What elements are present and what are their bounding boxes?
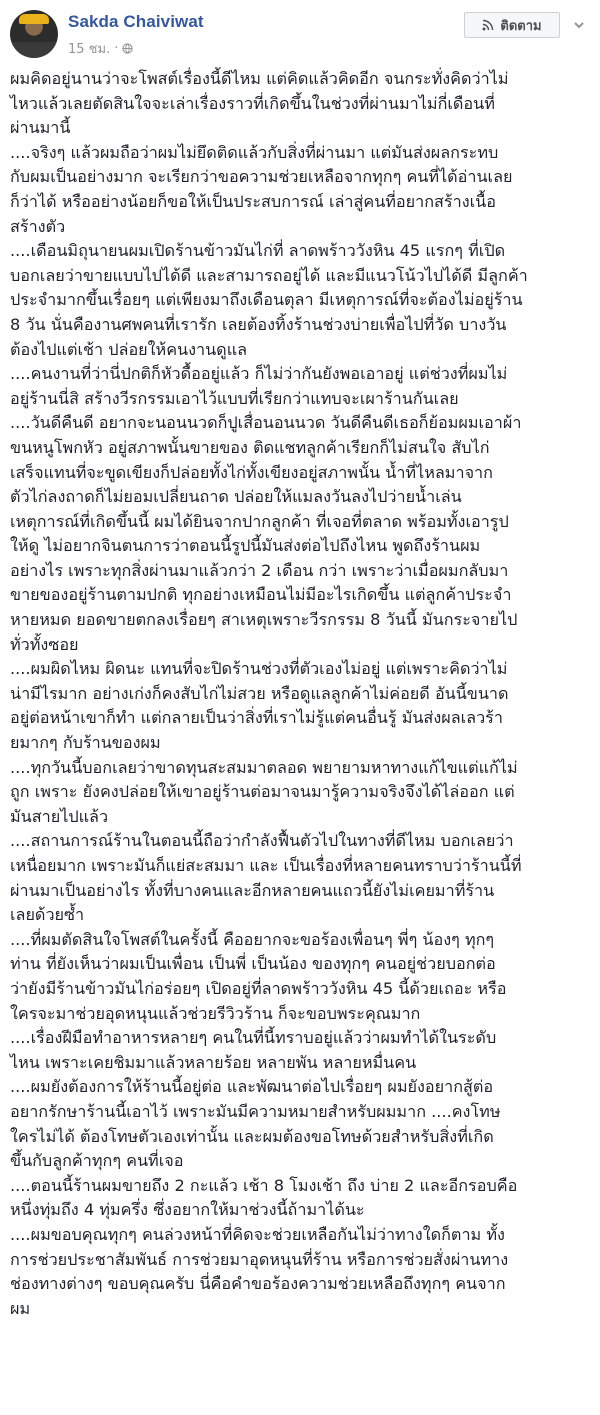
post-paragraph: ....ผมยังต้องการให้ร้านนี้อยู่ต่อ และพัฒนาต่อไปเรื่อยๆ ผมยังอยากสู้ต่อ อยากรักษาร้านนี้เอาไว้ เพราะมันมีความหมายสำหรับผมมาก ....คงโทษ ใครไม่ได้ ต้องโทษตัวเองเท่านั้น และผมต้องขอโทษด้วยสำหรับสิ่งที่เกิด ขึ้นกับลูกค้าทุกๆ คนที่เจอ (10, 1077, 501, 1171)
post-header (10, 10, 590, 62)
post-paragraph: ....ผมขอบคุณทุกๆ คนล่วงหน้าที่คิดจะช่วยเหลือกันไม่ว่าทางใดก็ตาม ทั้ง การช่วยประชาสัมพันธ์ การช่วยมาอุดหนุนที่ร้าน หรือการช่วยสั่งผ่านทาง ช่องทางต่างๆ ขอบคุณครับ นี่คือคำขอร้องความช่วยเหลือถึงทุกๆ คนจาก ผม (10, 1224, 509, 1318)
meta-separator: · (114, 41, 119, 56)
post-paragraph: ....เดือนมิถุนายนผมเปิดร้านข้าวมันไก่ที่ ลาดพร้าววังหิน 45 แรกๆ ที่เปิด บอกเลยว่าขายแบบไปได้ดี และสามารถอยู่ได้ และมีแนวโน้วไปได้ดี มีลูกค้า ประจำมากขึ้นเรื่อยๆ แต่เพียงมาถึงเดือนตุลา มีเหตุการณ์ที่จะต้องไม่อยู่ร้าน 8 วัน นั่นคืองานศพคนที่เรารัก เลยต้องทิ้งร้านช่วงบ่ายเพื่อไปที่วัด บางวัน ต้องไปแต่เช้า ปล่อยให้คนงานดูแล (10, 241, 528, 359)
avatar[interactable] (10, 10, 58, 58)
globe-icon[interactable] (122, 43, 133, 54)
post-paragraph: ....คนงานที่ว่านี่ปกติก็หัวดื้ออยู่แล้ว ก็ไม่ว่ากันยังพอเอาอยู่ แต่ช่วงที่ผมไม่ อยู่ร้านนี่สิ สร้างวีรกรรมเอาไว้แบบที่เรียกว่าแทบจะเผาร้านกันเลย (10, 364, 508, 408)
post-paragraph: ....วันดีคืนดี อยากจะนอนนวดก็ปูเสื่อนอนนวด วันดีคืนดีเธอก็ย้อมผมเอาผ้า ขนหนูโพกหัว อยู่สภาพนั้นขายของ ติดแชทลูกค้าเรียกก็ไม่สนใจ สับไก่ เสร็จแทนที่จะขูดเขียงก็ปล่อยทั้งไก่ทั้งเขียงอยู่สภาพนั้น น้ำที่ไหลมาจาก ตัวไก่ลงถาดก็ไม่ยอมเปลี่ยนถาด ปล่อยให้แมลงวันลงไปว่ายน้ำเล่น เหตุการณ์ที่เกิดขึ้นนี้ ผมได้ยินจากปากลูกค้า ที่เจอที่ตลาด พร้อมทั้งเอารูป ให้ดู ไม่อยากจินตนการว่าตอนนี้รูปนี้มันส่งต่อไปถึงไหน พูดถึงร้านผม อย่างไร เพราะทุกสิ่งผ่านมาแล้วกว่า 2 เดือน กว่า เพราะว่าเมื่อผมกลับมา ขายของอยู่ร้านตามปกติ ทุกอย่างเหมือนไม่มีอะไรเกิดขึ้น แต่ลูกค้าประจำ หายหมด ยอดขายตกลงเรื่อยๆ สาเหตุเพราะวีรกรรม 8 วันนี้ มันกระจายไป ทั่วทั้งซอย (10, 413, 522, 654)
post-paragraph: ผมคิดอยู่นานว่าจะโพสต์เรื่องนี้ดีไหม แต่คิดแล้วคิดอีก จนกระทั่งคิดว่าไม่ ไหวแล้วเลยตัดสินใจจะเล่าเรื่องราวที่เกิดขึ้นในช่วงที่ผ่านมาไม่กี่เดือนที่ ผ่านมานี้ (10, 69, 509, 138)
post-body (10, 67, 592, 1321)
post-timestamp[interactable]: 15 ชม. (68, 42, 111, 57)
follow-label: ติดตาม (500, 18, 542, 34)
post-paragraph: ....เรื่องฝีมือทำอาหารหลายๆ คนในที่นี้ทราบอยู่แล้วว่าผมทำได้ในระดับ ไหน เพราะเคยชิมมาแล้วหลายร้อย หลายพัน หลายหมื่นคน (10, 1028, 497, 1072)
post-paragraph: ....ตอนนี้ร้านผมขายถึง 2 กะแล้ว เช้า 8 โมงเช้า ถึง บ่าย 2 และอีกรอบคือ หนึ่งทุ่มถึง 4 ทุ่มครึ่ง ซึ่งอยากให้มาช่วงนี้ถ้ามาได้นะ (10, 1175, 518, 1220)
post-paragraph: ....จริงๆ แล้วผมถือว่าผมไม่ยึดติดแล้วกับสิ่งที่ผ่านมา แต่มันส่งผลกระทบ กับผมเป็นอย่างมาก จะเรียกว่าขอความช่วยเหลือจากทุกๆ คนที่ได้อ่านเลย ก็ว่าได้ หรืออย่างน้อยก็ขอให้เป็นประสบการณ์ เล่าสู่คนที่อยากสร้างเนื้อ สร้างตัว (10, 142, 513, 236)
post-meta (68, 38, 133, 59)
post-paragraph: ....ทุกวันนี้บอกเลยว่าขาดทุนสะสมมาตลอด พยายามหาทางแก้ไขแต่แก้ไม่ ถูก เพราะ ยังคงปล่อยให้เขาอยู่ร้านต่อมาจนมารู้ความจริงจึงได้ไล่ออก แต่ มันสายไปแล้ว (10, 757, 518, 826)
rss-icon (482, 19, 494, 31)
post-paragraph: ....สถานการณ์ร้านในตอนนี้ถือว่ากำลังฟื้นตัวไปในทางที่ดีไหม บอกเลยว่า เหนื่อยมาก เพราะมันก็แย่สะสมมา และ เป็นเรื่องที่หลายคนทราบว่าร้านนี้ที่ ผ่านมาเป็นอย่างไร ทั้งที่บางคนและอีกหลายคนแถวนี้ยังไม่เคยมาที่ร้าน เลยด้วยซ้ำ (10, 831, 522, 925)
chevron-down-icon[interactable] (572, 18, 586, 32)
follow-button[interactable] (464, 12, 560, 38)
author-name[interactable]: Sakda Chaiviwat (68, 12, 204, 31)
post-paragraph: ....ที่ผมตัดสินใจโพสต์ในครั้งนี้ คืออยากจะขอร้องเพื่อนๆ พี่ๆ น้องๆ ทุกๆ ท่าน ที่ยังเห็นว่าผมเป็นเพื่อน เป็นพี่ เป็นน้อง ของทุกๆ คนอยู่ช่วยบอกต่อ ว่ายังมีร้านข้าวมันไก่อร่อยๆ เปิดอยู่ที่ลาดพร้าววังหิน 45 นี้ด้วยเถอะ หรือ ใครจะมาช่วยอุดหนุนแล้วช่วยรีวิวร้าน ก็จะขอบพระคุณมาก (10, 929, 507, 1023)
post-paragraph: ....ผมผิดไหม ผิดนะ แทนที่จะปิดร้านช่วงที่ตัวเองไม่อยู่ แต่เพราะคิดว่าไม่ น่ามีไรมาก อย่างเก่งก็คงสับไก่ไม่สวย หรือดูแลลูกค้าไม่ค่อยดี อันนี้ขนาด อยู่ต่อหน้าเขาก็ทำ แต่กลายเป็นว่าสิ่งที่เราไม่รู้แต่คนอื่นรู้ มันส่งผลเลวร้า ยมากๆ กับร้านของผม (10, 659, 509, 753)
